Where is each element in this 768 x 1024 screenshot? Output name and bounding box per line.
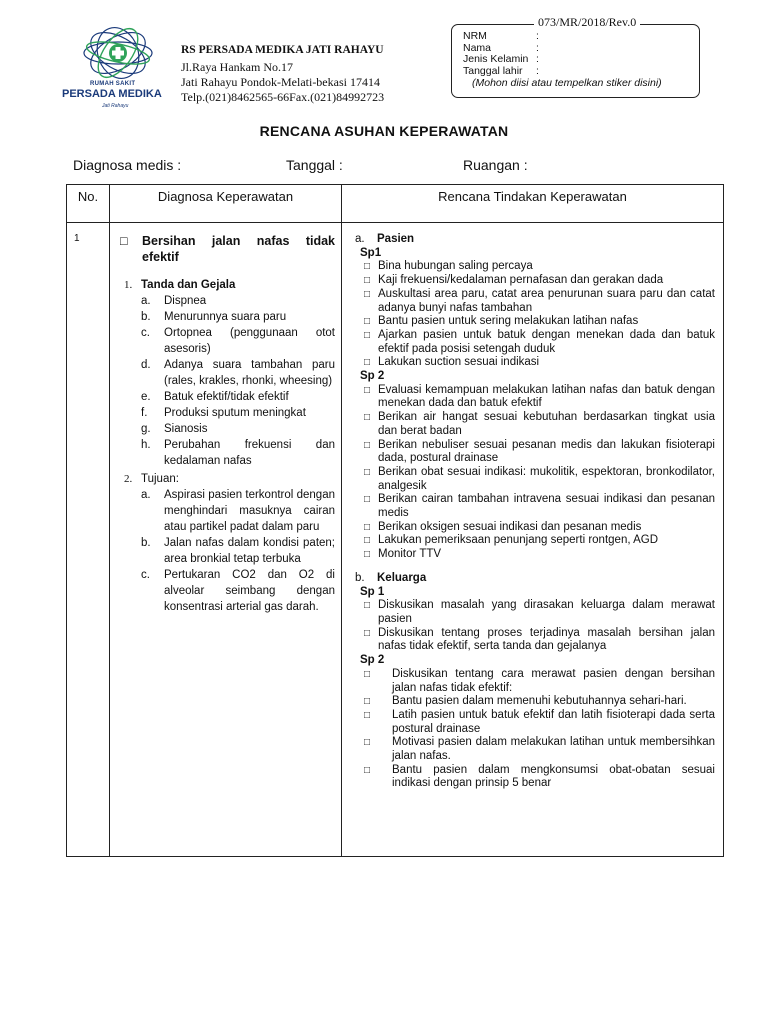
patient-field-sep: : bbox=[536, 53, 539, 65]
list-item-letter: a. bbox=[141, 295, 151, 307]
plan-item bbox=[355, 736, 715, 763]
plan-item-text: Bina hubungan saling percaya bbox=[378, 260, 533, 273]
plan-group-heading bbox=[355, 572, 715, 586]
plan-group-heading bbox=[355, 233, 715, 247]
checkbox-icon: □ bbox=[120, 234, 128, 248]
list-item-text: Pertukaran CO2 dan O2 di alveolar seimbang dengan konsentrasi arterial gas darah. bbox=[164, 569, 335, 613]
plan-item bbox=[355, 668, 715, 695]
plan-item bbox=[355, 548, 715, 562]
list-item bbox=[141, 437, 335, 469]
checkbox-icon: □ bbox=[364, 600, 371, 612]
plan-item bbox=[355, 329, 715, 356]
patient-field-row bbox=[463, 54, 539, 66]
patient-field-sep: : bbox=[536, 30, 539, 42]
plan-item-text: Berikan obat sesuai indikasi: mukolitik, espektoran, bronkodilator, analgesik bbox=[378, 465, 715, 492]
checkbox-icon: □ bbox=[364, 412, 371, 424]
checkbox-icon: □ bbox=[364, 261, 371, 273]
plan-item bbox=[355, 627, 715, 654]
checkbox-icon: □ bbox=[364, 439, 371, 451]
list-item-text: Jalan nafas dalam kondisi paten; area bronkial tetap terbuka bbox=[164, 537, 335, 565]
checkbox-icon: □ bbox=[364, 329, 371, 341]
list-item-text: Produksi sputum meningkat bbox=[164, 407, 306, 419]
ruangan-label: Ruangan : bbox=[463, 157, 528, 173]
form-code: 073/MR/2018/Rev.0 bbox=[534, 15, 640, 30]
list-item-text: Ortopnea (penggunaan otot asesoris) bbox=[164, 327, 335, 355]
hospital-info bbox=[181, 43, 384, 105]
plan-item-text: Lakukan suction sesuai indikasi bbox=[378, 356, 540, 369]
list-item-text: Dispnea bbox=[164, 295, 207, 307]
patient-identity-rows bbox=[463, 31, 539, 77]
plan-cell bbox=[342, 223, 724, 857]
plan-item-text: Bantu pasien dalam memenuhi kebutuhannya sehari-hari. bbox=[392, 695, 687, 708]
plan-item-text: Motivasi pasien dalam melakukan latihan untuk membersihkan jalan nafas. bbox=[392, 736, 715, 763]
checkbox-icon: □ bbox=[364, 357, 371, 369]
plan-item bbox=[355, 260, 715, 274]
section-number: 2. bbox=[124, 473, 133, 485]
plan-group-title: Keluarga bbox=[377, 571, 427, 584]
list-item-letter: c. bbox=[141, 569, 150, 581]
list-item bbox=[141, 535, 335, 567]
checkbox-icon: □ bbox=[364, 764, 371, 776]
plan-item bbox=[355, 521, 715, 535]
patient-field-row bbox=[463, 66, 539, 78]
hospital-logo-icon bbox=[80, 24, 156, 82]
row-number: 1 bbox=[67, 223, 110, 857]
header-diagnosa: Diagnosa Keperawatan bbox=[110, 185, 342, 223]
logo-line-2: PERSADA MEDIKA bbox=[62, 88, 162, 100]
list-item bbox=[141, 421, 335, 437]
plan-sp-label: Sp 1 bbox=[360, 585, 385, 598]
plan-item-text: Berikan nebuliser sesuai pesanan medis dan lakukan fisioterapi dada, postural drainase bbox=[378, 438, 715, 465]
patient-field-label: NRM bbox=[463, 30, 487, 42]
list-item bbox=[141, 293, 335, 309]
plan-item bbox=[355, 315, 715, 329]
list-item bbox=[141, 487, 335, 535]
plan-item-text: Monitor TTV bbox=[378, 548, 442, 561]
list-item bbox=[141, 405, 335, 421]
plan-item bbox=[355, 356, 715, 370]
plan-item bbox=[355, 384, 715, 411]
patient-field-label: Jenis Kelamin bbox=[463, 53, 529, 65]
section-gap bbox=[355, 562, 715, 572]
plan-item-text: Berikan cairan tambahan intravena sesuai indikasi dan pesanan medis bbox=[378, 493, 715, 520]
hospital-name: RS PERSADA MEDIKA JATI RAHAYU bbox=[181, 44, 384, 56]
diagnosis-section-list bbox=[120, 487, 335, 615]
diagnosis-section-heading bbox=[120, 277, 335, 293]
page-title: RENCANA ASUHAN KEPERAWATAN bbox=[259, 123, 509, 139]
plan-item-text: Latih pasien untuk batuk efektif dan latih fisioterapi dada serta postural drainase bbox=[392, 708, 715, 735]
table-row bbox=[67, 223, 724, 857]
plan-sp-label: Sp1 bbox=[360, 246, 382, 259]
section-title: Tanda dan Gejala bbox=[141, 279, 236, 291]
logo-line-3: Jati Rahayu bbox=[102, 103, 129, 109]
list-item-letter: b. bbox=[141, 311, 151, 323]
list-item-text: Perubahan frekuensi dan kedalaman nafas bbox=[164, 439, 335, 467]
diagnosa-medis-label: Diagnosa medis : bbox=[73, 157, 182, 173]
plan-item bbox=[355, 466, 715, 493]
diagnosis-title bbox=[120, 233, 335, 265]
list-item-letter: e. bbox=[141, 391, 151, 403]
plan-sp-label: Sp 2 bbox=[360, 370, 385, 383]
plan-item-text: Auskultasi area paru, catat area penurunan suara paru dan catat adanya bunyi nafas tambahan bbox=[378, 287, 715, 314]
checkbox-icon: □ bbox=[364, 275, 371, 287]
plan-item-text: Diskusikan tentang cara merawat pasien dengan bersihan jalan nafas tidak efektif: bbox=[392, 667, 715, 694]
checkbox-icon: □ bbox=[364, 316, 371, 328]
patient-field-label: Tanggal lahir bbox=[463, 64, 523, 77]
diagnosis-section-heading bbox=[120, 471, 335, 487]
checkbox-icon: □ bbox=[364, 627, 371, 639]
section-number: 1. bbox=[124, 279, 133, 291]
list-item-letter: b. bbox=[141, 537, 151, 549]
plan-item-text: Ajarkan pasien untuk batuk dengan menekan dada dan batuk efektif pada posisi setengah duduk bbox=[378, 328, 715, 355]
list-item bbox=[141, 389, 335, 405]
plan-group-letter: b. bbox=[355, 571, 365, 584]
plan-item bbox=[355, 274, 715, 288]
checkbox-icon: □ bbox=[364, 466, 371, 478]
plan-item-text: Berikan oksigen sesuai indikasi dan pesanan medis bbox=[378, 520, 642, 533]
plan-item-text: Bantu pasien untuk sering melakukan latihan nafas bbox=[378, 315, 639, 328]
header-rencana: Rencana Tindakan Keperawatan bbox=[342, 185, 724, 223]
plan-item bbox=[355, 599, 715, 626]
plan-group-title: Pasien bbox=[377, 233, 415, 245]
list-item-letter: f. bbox=[141, 407, 148, 419]
header-no: No. bbox=[67, 185, 110, 223]
checkbox-icon: □ bbox=[364, 494, 371, 506]
patient-field-sep: : bbox=[536, 41, 539, 54]
plan-item-text: Diskusikan masalah yang dirasakan keluarga dalam merawat pasien bbox=[378, 599, 715, 625]
diagnosis-cell bbox=[110, 223, 342, 857]
patient-box-note: (Mohon diisi atau tempelkan stiker disini) bbox=[472, 77, 662, 89]
plan-content bbox=[342, 223, 723, 791]
patient-identity-box bbox=[451, 24, 700, 98]
list-item-letter: g. bbox=[141, 423, 151, 435]
plan-item-text: Berikan air hangat sesuai kebutuhan berdasarkan tingkat usia dan berat badan bbox=[378, 411, 715, 437]
patient-field-sep: : bbox=[536, 64, 539, 77]
list-item-text: Sianosis bbox=[164, 423, 208, 435]
list-item-text: Adanya suara tambahan paru (rales, krakles, rhonki, wheesing) bbox=[164, 359, 335, 387]
plan-item bbox=[355, 709, 715, 736]
hospital-phone: Telp.(021)8462565-66Fax.(021)84992723 bbox=[181, 90, 385, 104]
list-item-letter: h. bbox=[141, 439, 151, 451]
plan-item bbox=[355, 288, 715, 315]
hospital-address-2: Jati Rahayu Pondok-Melati-bekasi 17414 bbox=[181, 75, 380, 89]
patient-field-label: Nama bbox=[463, 41, 492, 54]
list-item-letter: d. bbox=[141, 359, 151, 371]
checkbox-icon: □ bbox=[364, 384, 371, 396]
plan-group-letter: a. bbox=[355, 233, 365, 245]
logo-line-1: RUMAH SAKIT bbox=[90, 81, 136, 87]
checkbox-icon: □ bbox=[364, 668, 371, 680]
list-item bbox=[141, 325, 335, 357]
diagnosis-content bbox=[110, 223, 341, 615]
checkbox-icon: □ bbox=[364, 288, 371, 300]
plan-item-text: Diskusikan tentang proses terjadinya masalah bersihan jalan nafas tidak efektif, serta tanda dan gejalanya bbox=[378, 626, 715, 653]
hospital-address-1: Jl.Raya Hankam No.17 bbox=[181, 60, 293, 74]
plan-item-text: Kaji frekuensi/kedalaman pernafasan dan gerakan dada bbox=[378, 274, 664, 287]
plan-item-text: Lakukan pemeriksaan penunjang seperti rontgen, AGD bbox=[378, 534, 659, 547]
list-item-letter: a. bbox=[141, 489, 151, 501]
checkbox-icon: □ bbox=[364, 549, 371, 561]
checkbox-icon: □ bbox=[364, 709, 371, 721]
list-item bbox=[141, 567, 335, 615]
plan-item-text: Bantu pasien dalam mengkonsumsi obat-obatan sesuai indikasi dengan prinsip 5 benar bbox=[392, 763, 715, 790]
plan-item bbox=[355, 411, 715, 438]
tanggal-label: Tanggal : bbox=[286, 157, 343, 173]
plan-item bbox=[355, 439, 715, 466]
list-item bbox=[141, 357, 335, 389]
plan-item bbox=[355, 764, 715, 791]
plan-item bbox=[355, 534, 715, 548]
plan-item bbox=[355, 695, 715, 709]
plan-item bbox=[355, 493, 715, 520]
list-item-text: Aspirasi pasien terkontrol dengan menghindari masuknya cairan atau partikel padat dalam paru bbox=[164, 489, 335, 533]
list-item bbox=[141, 309, 335, 325]
diagnosis-title-text: Bersihan jalan nafas tidak efektif bbox=[142, 234, 335, 264]
checkbox-icon: □ bbox=[364, 696, 371, 708]
checkbox-icon: □ bbox=[364, 521, 371, 533]
table-header-row bbox=[67, 185, 724, 223]
list-item-text: Batuk efektif/tidak efektif bbox=[164, 391, 289, 403]
plan-sp-label: Sp 2 bbox=[360, 654, 385, 667]
plan-item-text: Evaluasi kemampuan melakukan latihan nafas dan batuk dengan menekan dada dan batuk efektif bbox=[378, 383, 715, 410]
patient-field-row bbox=[463, 31, 539, 43]
checkbox-icon: □ bbox=[364, 737, 371, 749]
care-plan-table bbox=[66, 184, 724, 857]
list-item-letter: c. bbox=[141, 327, 150, 339]
hospital-logo bbox=[62, 24, 174, 116]
diagnosis-section-list bbox=[120, 293, 335, 469]
list-item-text: Menurunnya suara paru bbox=[164, 311, 287, 323]
section-title: Tujuan: bbox=[141, 473, 179, 485]
checkbox-icon: □ bbox=[364, 535, 371, 547]
